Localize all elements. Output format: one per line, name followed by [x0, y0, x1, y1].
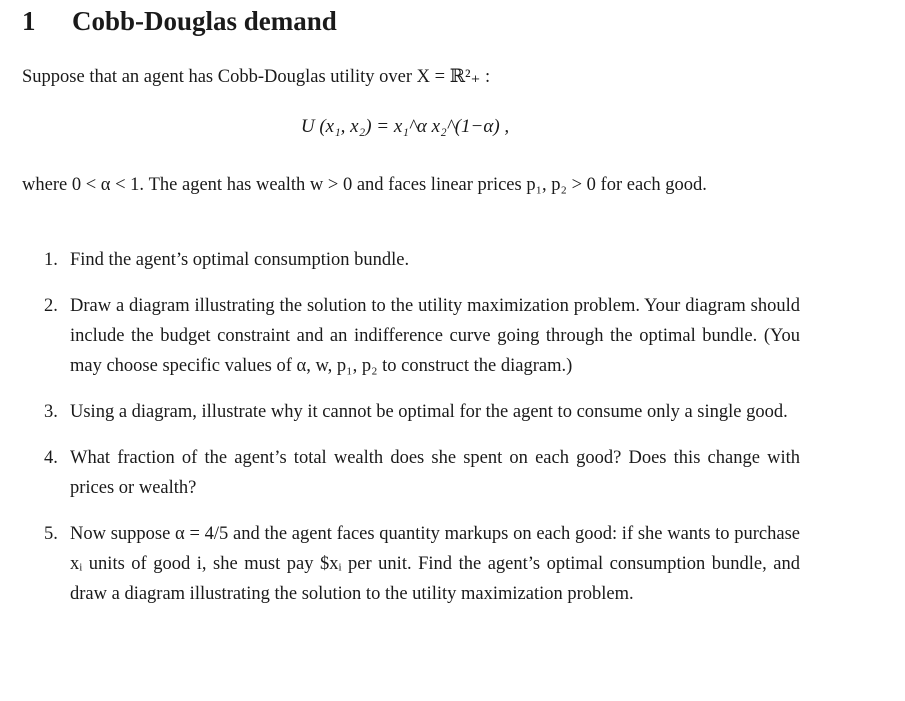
question-number: 3.	[44, 402, 58, 422]
question-item	[22, 291, 800, 381]
section-number: 1	[22, 6, 36, 36]
question-number: 2.	[44, 296, 58, 316]
question-text: Draw a diagram illustrating the solution to the utility maximization problem. Your diagram should include the budget constraint and an indifference curve going through the optimal bundle. (You may choose specific values of α, w, p₁, p₂ to construct the diagram.)	[70, 296, 800, 376]
question-list	[22, 245, 800, 625]
section-heading	[22, 6, 337, 37]
question-item	[22, 397, 800, 427]
question-text: Now suppose α = 4/5 and the agent faces quantity markups on each good: if she wants to purchase xᵢ units of good i, she must pay $xᵢ per unit. Find the agent’s optimal consumption bundle, and draw a diagram illustrating the solution to the utility maximization problem.	[70, 524, 800, 604]
intro-paragraph: Suppose that an agent has Cobb-Douglas utility over X = ℝ²₊ :	[22, 67, 491, 87]
utility-equation: U (x₁, x₂) = x₁^α x₂^(1−α) ,	[300, 116, 510, 137]
question-item	[22, 443, 800, 503]
section-title: Cobb-Douglas demand	[72, 6, 337, 36]
question-item	[22, 245, 800, 275]
question-text: Using a diagram, illustrate why it cannot be optimal for the agent to consume only a single good.	[70, 402, 788, 422]
question-item	[22, 519, 800, 609]
assumptions-paragraph: where 0 < α < 1. The agent has wealth w > 0 and faces linear prices p₁, p₂ > 0 for each good.	[22, 175, 707, 195]
question-number: 5.	[44, 524, 58, 544]
question-text: What fraction of the agent’s total wealth does she spent on each good? Does this change with prices or wealth?	[70, 448, 800, 498]
question-number: 1.	[44, 250, 58, 270]
question-text: Find the agent’s optimal consumption bundle.	[70, 250, 410, 270]
question-number: 4.	[44, 448, 58, 468]
